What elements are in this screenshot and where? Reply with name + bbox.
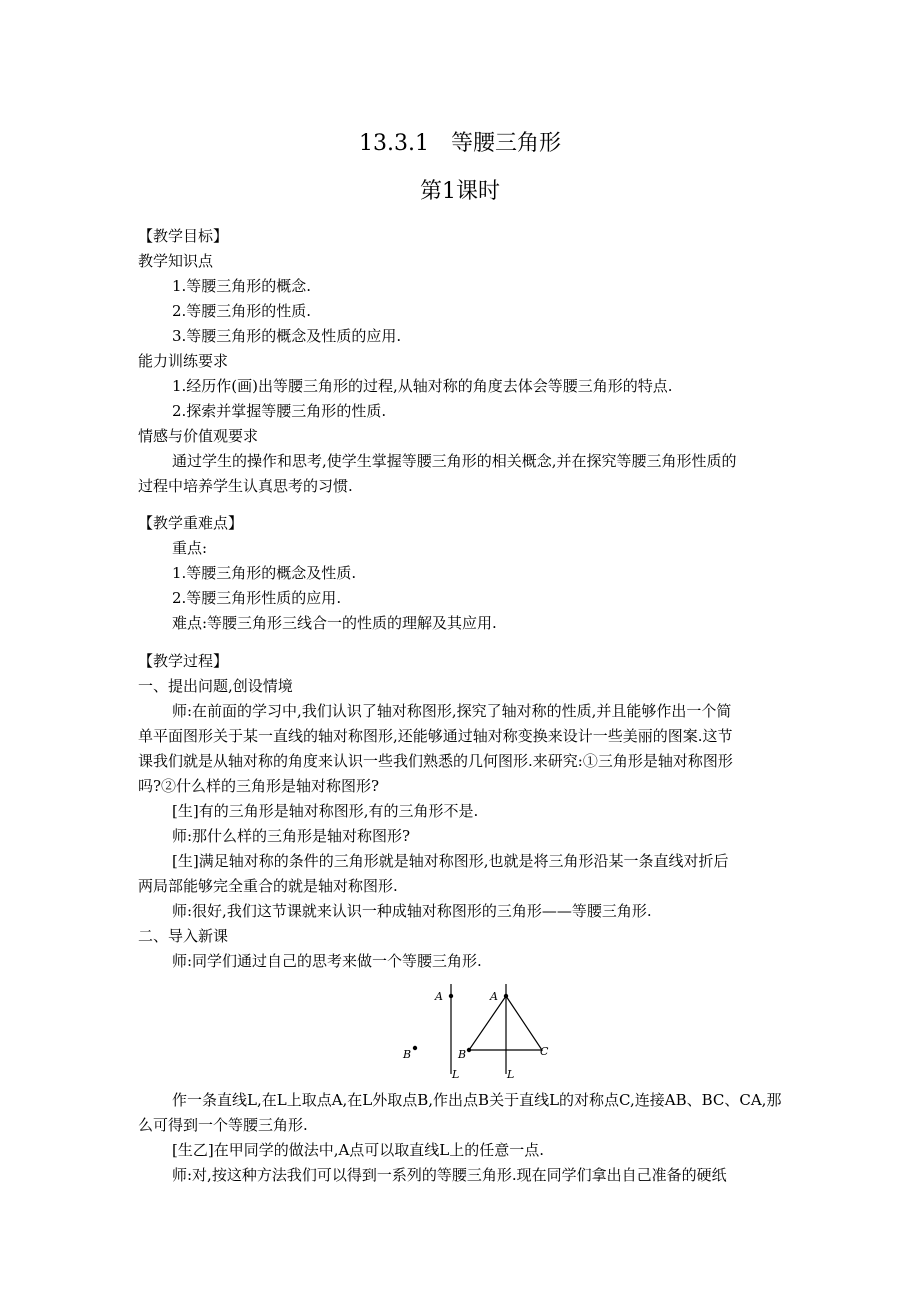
subheading: 情感与价值观要求 <box>138 427 259 445</box>
subheading: 教学知识点 <box>138 252 214 270</box>
paragraph-line: 师:同学们通过自己的思考来做一个等腰三角形. <box>172 952 482 970</box>
subheading: 一、提出问题,创设情境 <box>138 677 293 695</box>
paragraph-line: 师:很好,我们这节课就来认识一种成轴对称图形的三角形——等腰三角形. <box>172 902 652 920</box>
list-item: 2.等腰三角形性质的应用. <box>172 589 342 607</box>
paragraph-line: 单平面图形关于某一直线的轴对称图形,还能够通过轴对称变换来设计一些美丽的图案.这节 <box>138 727 733 745</box>
paragraph-line: [生乙]在甲同学的做法中,A点可以取直线L上的任意一点. <box>172 1141 545 1159</box>
left-point-b <box>413 1046 417 1050</box>
paragraph-line: 师:在前面的学习中,我们认识了轴对称图形,探究了轴对称的性质,并且能够作出一个简 <box>172 702 732 720</box>
paragraph-line: 么可得到一个等腰三角形. <box>138 1116 308 1134</box>
left-label-a: A <box>435 990 443 1003</box>
section-heading-objectives: 【教学目标】 <box>138 227 229 245</box>
left-point-a <box>449 994 453 998</box>
paragraph-line: 通过学生的操作和思考,使学生掌握等腰三角形的相关概念,并在探究等腰三角形性质的 <box>172 452 737 470</box>
left-label-b: B <box>403 1048 412 1061</box>
paragraph-line: 重点: <box>172 539 208 557</box>
paragraph-line: 过程中培养学生认真思考的习惯. <box>138 477 353 495</box>
list-item: 1.经历作(画)出等腰三角形的过程,从轴对称的角度去体会等腰三角形的特点. <box>172 377 673 395</box>
paragraph-line: 作一条直线L,在L上取点A,在L外取点B,作出点B关于直线L的对称点C,连接AB、BC、CA,那 <box>172 1091 782 1109</box>
paragraph-line: 课我们就是从轴对称的角度来认识一些我们熟悉的几何图形.来研究:①三角形是轴对称图形 <box>138 752 733 770</box>
paragraph-line: 师:那什么样的三角形是轴对称图形? <box>172 827 411 845</box>
right-label-a: A <box>490 990 498 1003</box>
right-point-b <box>467 1048 471 1052</box>
doc-title: 13.3.1 等腰三角形 <box>359 131 561 156</box>
right-label-b: B <box>458 1048 467 1061</box>
right-label-c: C <box>540 1045 549 1058</box>
paragraph-line: [生]有的三角形是轴对称图形,有的三角形不是. <box>172 802 479 820</box>
subheading: 二、导入新课 <box>138 927 229 945</box>
list-item: 2.等腰三角形的性质. <box>172 302 312 320</box>
doc-subtitle: 第1课时 <box>420 179 500 204</box>
isosceles-triangle-figure <box>395 982 565 1082</box>
right-point-a <box>504 994 508 998</box>
left-label-l: L <box>452 1068 460 1081</box>
section-heading-keypoints: 【教学重难点】 <box>138 514 244 532</box>
section-heading-process: 【教学过程】 <box>138 652 229 670</box>
list-item: 3.等腰三角形的概念及性质的应用. <box>172 327 402 345</box>
subheading: 能力训练要求 <box>138 352 229 370</box>
list-item: 1.等腰三角形的概念及性质. <box>172 564 357 582</box>
paragraph-line: 师:对,按这种方法我们可以得到一系列的等腰三角形.现在同学们拿出自己准备的硬纸 <box>172 1166 727 1184</box>
list-item: 1.等腰三角形的概念. <box>172 277 312 295</box>
right-label-l: L <box>507 1068 515 1081</box>
paragraph-line: 两局部能够完全重合的就是轴对称图形. <box>138 877 398 895</box>
paragraph-line: [生]满足轴对称的条件的三角形就是轴对称图形,也就是将三角形沿某一条直线对折后 <box>172 852 729 870</box>
paragraph-line: 吗?②什么样的三角形是轴对称图形? <box>138 777 380 795</box>
paragraph-line: 难点:等腰三角形三线合一的性质的理解及其应用. <box>172 614 497 632</box>
list-item: 2.探索并掌握等腰三角形的性质. <box>172 402 387 420</box>
